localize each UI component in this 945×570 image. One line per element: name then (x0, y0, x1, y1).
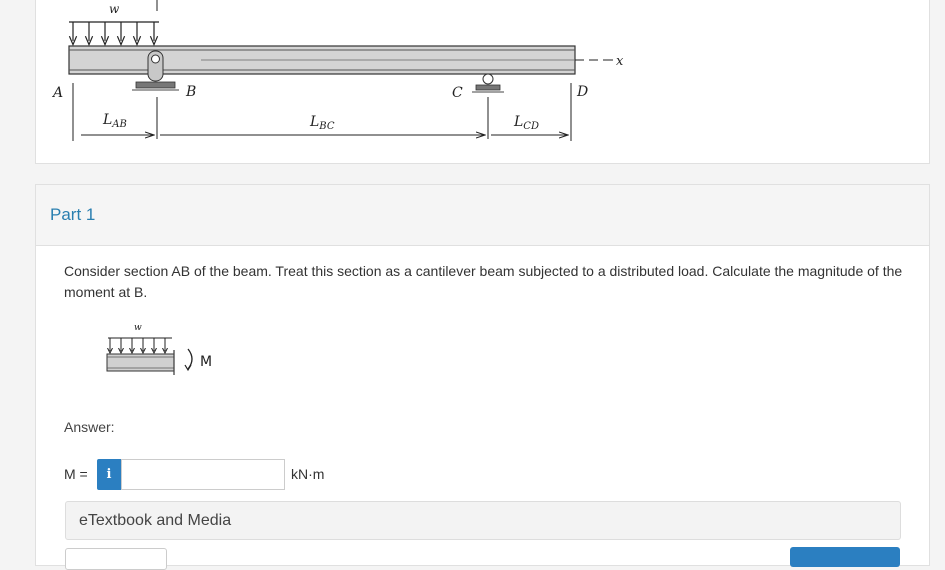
dim-label-lcd: $L_{CD}$ (514, 114, 539, 132)
moment-input[interactable] (121, 459, 285, 490)
unit-label: kN·m (291, 466, 325, 482)
figure-distributed-load (108, 338, 172, 351)
submit-button[interactable] (790, 547, 900, 567)
beam-diagram (36, 0, 929, 163)
label-d: D (577, 84, 589, 100)
label-b: B (186, 84, 197, 100)
dim-label-lab: $L_{AB}$ (103, 112, 127, 130)
beam-diagram-panel (35, 0, 930, 164)
label-a: A (53, 85, 64, 101)
support-c (472, 74, 504, 92)
part-title: Part 1 (50, 205, 96, 224)
question-text: Consider section AB of the beam. Treat this section as a cantilever beam subjected to a distributed load. Calculate the magnitude of the moment at B. (64, 263, 903, 300)
x-axis-label: x (616, 54, 624, 69)
bottom-left-button[interactable] (65, 548, 167, 570)
part-header[interactable] (36, 185, 929, 246)
beam (69, 46, 575, 74)
answer-label: Answer: (64, 419, 115, 435)
etextbook-label: eTextbook and Media (79, 512, 232, 529)
dim-label-lbc: $L_{BC}$ (310, 114, 335, 132)
m-label: M = (64, 466, 88, 482)
label-c: C (452, 85, 463, 101)
figure-load-label: w (134, 323, 142, 333)
load-label: w (109, 2, 120, 16)
part-1-panel (35, 184, 930, 566)
figure-moment-label: M (200, 354, 213, 370)
cantilever-figure (64, 317, 213, 397)
figure-beam (107, 350, 174, 375)
info-button[interactable]: i (97, 459, 121, 490)
etextbook-media-button[interactable] (65, 501, 901, 540)
